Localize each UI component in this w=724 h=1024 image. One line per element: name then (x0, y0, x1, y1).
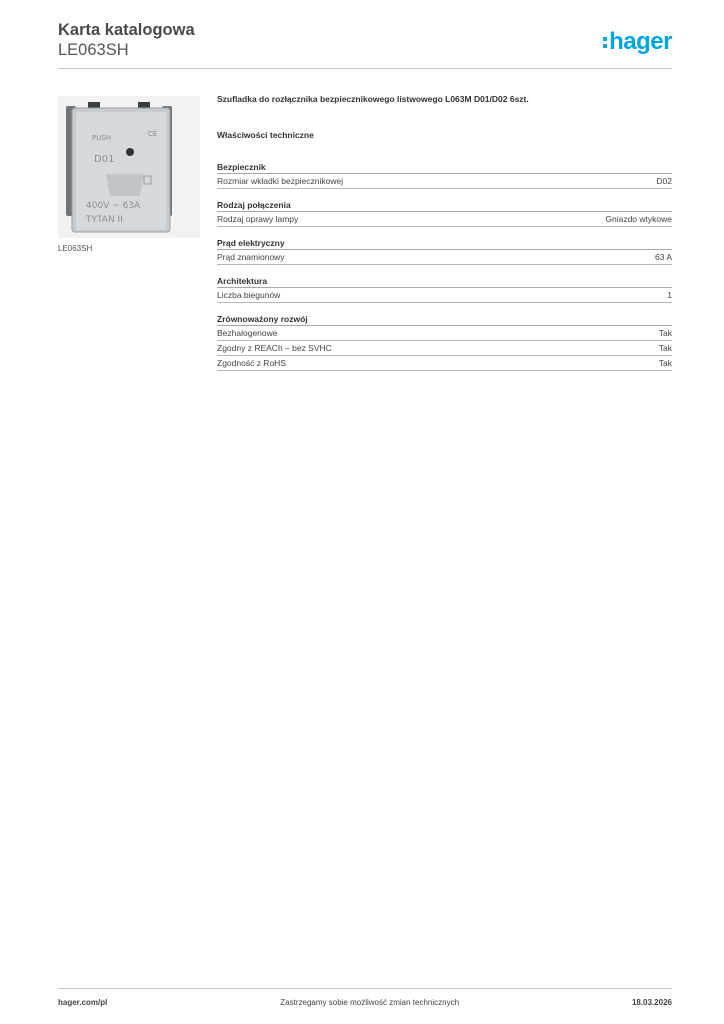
product-description: Szufladka do rozłącznika bezpiecznikowego listwowego L063M D01/D02 6szt. (217, 94, 529, 104)
spec-row (217, 326, 672, 341)
spec-value: D02 (656, 176, 672, 186)
spec-label: Zgodność z RoHS (217, 358, 286, 368)
spec-row (217, 174, 672, 189)
logo-dots-icon (603, 37, 607, 48)
spec-row (217, 341, 672, 356)
spec-group-architecture (217, 275, 672, 303)
spec-label: Bezhalogenowe (217, 328, 278, 338)
spec-value: 1 (667, 290, 672, 300)
spec-group-title: Architektura (217, 275, 672, 288)
spec-value: Tak (658, 358, 672, 368)
spec-label: Rodzaj oprawy lampy (217, 214, 299, 224)
page-footer (58, 998, 672, 1007)
footer-date: 18.03.2026 (631, 998, 672, 1007)
image-text-push: PUSH (92, 134, 112, 142)
spec-group-title: Zrównoważony rozwój (217, 313, 672, 326)
specs-heading: Właściwości techniczne (217, 130, 314, 140)
spec-value: Tak (658, 328, 672, 338)
spec-group-title: Bezpiecznik (217, 161, 672, 174)
spec-value: 63 A (654, 252, 672, 262)
footer-divider (58, 988, 672, 989)
product-details (217, 94, 672, 371)
product-image (58, 96, 200, 238)
image-text-brand: TYTAN II (86, 215, 123, 225)
fuse-drawer-image (58, 96, 200, 238)
hager-logo (603, 30, 672, 54)
page-title: Karta katalogowa (58, 21, 195, 39)
footer-notice: Zastrzegamy sobie możliwość zmian technicznych (280, 998, 460, 1007)
image-text-rating: 400V ~ 63A (86, 201, 141, 211)
footer-website-link[interactable]: hager.com/pl (58, 998, 108, 1007)
image-text-ce: CE (148, 130, 158, 138)
spec-label: Prąd znamionowy (217, 252, 285, 262)
image-text-d01: D01 (94, 154, 115, 165)
page-header (58, 20, 195, 60)
header-divider (58, 68, 672, 69)
spec-row (217, 356, 672, 371)
spec-group-sustainability (217, 313, 672, 371)
spec-value: Tak (658, 343, 672, 353)
image-caption: LE063SH (58, 244, 93, 253)
spec-label: Zgodny z REACh – bez SVHC (217, 343, 332, 353)
spec-row (217, 212, 672, 227)
product-code: LE063SH (58, 41, 129, 59)
spec-row (217, 250, 672, 265)
spec-group-current (217, 237, 672, 265)
spec-group-fuse (217, 161, 672, 189)
spec-label: Rozmiar wkładki bezpiecznikowej (217, 176, 344, 186)
spec-row (217, 288, 672, 303)
spec-group-title: Prąd elektryczny (217, 237, 672, 250)
spec-value: Gniazdo wtykowe (605, 214, 672, 224)
spec-group-connection (217, 199, 672, 227)
logo-text: hager (609, 28, 672, 55)
spec-label: Liczba biegunów (217, 290, 281, 300)
spec-group-title: Rodzaj połączenia (217, 199, 672, 212)
